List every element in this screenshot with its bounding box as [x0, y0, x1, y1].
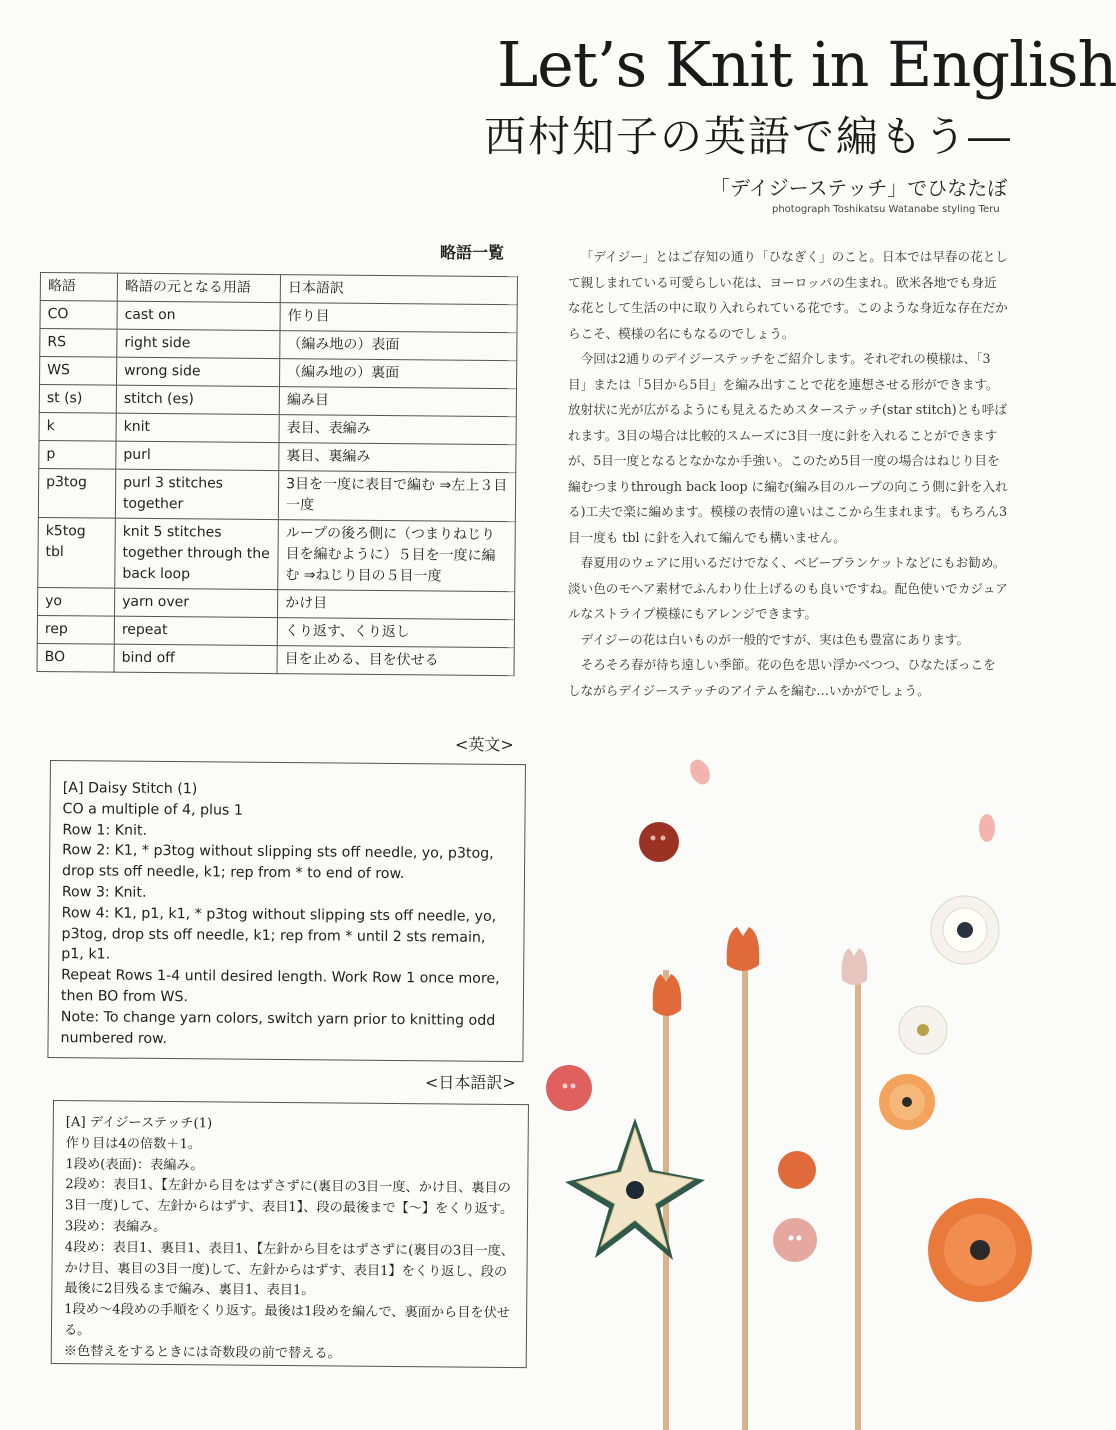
term-cell: repeat: [114, 616, 277, 645]
abbr-cell: p: [39, 440, 116, 469]
table-row: [38, 468, 515, 521]
abbr-cell: yo: [38, 587, 115, 616]
title-english: Let’s Knit in English: [497, 28, 1116, 101]
table-row: [39, 440, 516, 472]
pattern-line: Row 3: Knit.: [61, 884, 147, 901]
subtitle: 「デイジーステッチ」でひなたぼ: [710, 176, 1008, 200]
intro-paragraph: デイジーの花は白いものが一般的ですが、実は色も豊富にあります。: [580, 631, 970, 647]
term-cell: purl: [116, 441, 279, 470]
japanese-cell: かけ目: [277, 590, 514, 620]
tulip-needle-tip: [727, 927, 760, 971]
pattern-line-ja: 3段め：表編み。: [64, 1219, 167, 1235]
japanese-cell: 表目、表編み: [279, 415, 516, 445]
term-cell: right side: [117, 329, 280, 358]
pattern-line-ja: ※色替えをするときには奇数段の前で替える。: [63, 1343, 341, 1362]
pattern-line: Row 2: K1, * p3tog without slipping sts off needle, yo, p3tog, drop sts off needle, k1; rep from * to end of row.: [61, 842, 494, 883]
column-header: 日本語訳: [280, 275, 517, 305]
pattern-line: Row 4: K1, p1, k1, * p3tog without slipping sts off needle, yo, p3tog, drop sts off needle, k1; rep from * until 2 sts remain, p1, k1.: [61, 904, 497, 963]
table-row: [37, 643, 514, 675]
button-icon: [546, 1065, 592, 1111]
knitting-needle: [742, 940, 748, 1430]
orange-flower-icon: [928, 1198, 1032, 1302]
white-flower-icon: [931, 896, 999, 964]
table-row: [38, 517, 516, 591]
japanese-cell: （編み地の）表面: [280, 331, 517, 361]
pattern-line-ja: 1段め〜4段めの手順をくり返す。最後は1段めを編んで、裏面から目を伏せる。: [63, 1302, 511, 1339]
abbr-table-header-row: [40, 273, 517, 305]
term-cell: stitch (es): [116, 385, 279, 414]
japanese-cell: ループの後ろ側に（つまりねじり目を編むように）５目を一度に編む ⇒ねじり目の５目一度: [278, 520, 516, 592]
table-row: [37, 615, 514, 647]
term-cell: knit: [116, 413, 279, 442]
cream-flower-icon: [565, 1118, 705, 1260]
japanese-cell: 3目を一度に表目で編む ⇒左上３目一度: [278, 471, 515, 522]
tulip-needle-tip: [842, 948, 868, 985]
intro-paragraph: 今回は2通りのデイジーステッチをご紹介します。それぞれの模様は、「3目」または「5目から5目」を編み出すことで花を連想させる形ができます。放射状に光が広がるようにも見えるためスターステッチ(star stitch)とも呼ばれます。3目の場合は比較的スムーズに3目一度に針を入れることができますが、5目一度となるとなかなか手強い。このため5目一度の場合はねじり目を編むつまりthrough back loop に編む(編み目のループの向こう側に針を入れる)工夫で楽に編めます。模様の表情の違いはここから生まれます。もちろん3目一度も tbl に針を入れて編んでも構いません。: [568, 351, 1008, 545]
pattern-line: Row 1: Knit.: [62, 821, 148, 839]
abbr-cell: WS: [40, 357, 117, 386]
english-pattern-box: [47, 760, 526, 1062]
table-row: [40, 329, 517, 361]
intro-paragraph: そろそろ春が待ち遠しい季節。花の色を思い浮かべつつ、ひなたぼっこをしながらデイジーステッチのアイテムを編む…いかがでしょう。: [568, 657, 996, 698]
term-cell: bind off: [114, 644, 277, 673]
pattern-line-ja: 4段め：表目1、裏目1、表目1、【左針から目をはずさずに(裏目の3目一度、かけ目、裏目の3目一度)して、左針からはずす、表目1】をくり返し、段の最後に2目残るまで編み、裏目1、表目1。: [64, 1239, 515, 1299]
term-cell: yarn over: [114, 588, 277, 617]
knitting-photo: [535, 740, 993, 1430]
photo-credit: photograph Toshikatsu Watanabe styling Teru: [772, 204, 1000, 215]
column-header: 略語: [40, 273, 117, 302]
bead-icon: [979, 814, 995, 842]
white-flower-icon: [899, 1006, 947, 1054]
button-icon: [639, 822, 679, 862]
pattern-line: Note: To change yarn colors, switch yarn prior to knitting odd numbered row.: [60, 1008, 496, 1047]
orange-flower-icon: [879, 1074, 935, 1130]
abbr-table-heading: 略語一覧: [440, 243, 505, 262]
japanese-cell: くり返す、くり返し: [277, 618, 514, 648]
term-cell: wrong side: [117, 357, 280, 386]
button-icon: [773, 1218, 817, 1262]
pattern-line-ja: 作り目は4の倍数＋1。: [65, 1135, 202, 1153]
abbr-cell: k5tog tbl: [38, 517, 116, 588]
intro-paragraph: 「デイジー」とはご存知の通り「ひなぎく」のこと。日本では早春の花として親しまれている可愛らしい花は、ヨーロッパの生まれ。欧米各地でも身近な花として生活の中に取り入れられている花です。このような身近な存在だからこそ、模様の名にもなるのでしょう。: [568, 249, 1008, 341]
english-section-label: <英文>: [455, 735, 514, 754]
pattern-line-ja: 1段め(表面)：表編み。: [65, 1156, 204, 1173]
abbr-cell: BO: [37, 643, 114, 672]
pattern-line-ja: 2段め：表目1、【左針から目をはずさずに(裏目の3目一度、かけ目、裏目の3目一度)して、左針からはずす、表目1】、段の最後まで【〜】をくり返す。: [65, 1177, 514, 1218]
button-icon: [778, 1151, 816, 1189]
pattern-line: Repeat Rows 1-4 until desired length. Work Row 1 once more, then BO from WS.: [60, 967, 500, 1006]
table-row: [40, 301, 517, 333]
abbr-cell: RS: [40, 329, 117, 358]
table-row: [39, 412, 516, 444]
japanese-section-label: <日本語訳>: [425, 1073, 516, 1092]
pattern-line-ja: [A] デイジーステッチ(1): [65, 1115, 213, 1132]
knitting-needle: [855, 960, 861, 1430]
japanese-cell: （編み地の）裏面: [280, 359, 517, 389]
term-cell: cast on: [117, 301, 280, 330]
abbr-cell: rep: [37, 615, 114, 644]
table-row: [38, 587, 515, 619]
abbr-cell: CO: [40, 301, 117, 330]
pattern-line: [A] Daisy Stitch (1): [62, 780, 198, 798]
japanese-cell: 作り目: [280, 303, 517, 333]
term-cell: purl 3 stitches together: [115, 469, 278, 519]
table-row: [40, 357, 517, 389]
title-japanese: 西村知子の英語で編もう―: [484, 112, 1013, 161]
japanese-cell: 目を止める、目を伏せる: [277, 646, 514, 676]
pattern-line: CO a multiple of 4, plus 1: [62, 800, 243, 819]
abbr-cell: p3tog: [38, 468, 115, 518]
intro-paragraph: 春夏用のウェアに用いるだけでなく、ベビーブランケットなどにもお勧め。淡い色のモヘア素材でふんわり仕上げるのも良いですね。配色使いでカジュアルなストライプ模様にもアレンジできます。: [568, 555, 1008, 621]
bead-icon: [686, 756, 713, 787]
table-row: [39, 385, 516, 417]
term-cell: knit 5 stitches together through the back loop: [115, 518, 279, 589]
abbr-cell: k: [39, 412, 116, 441]
abbr-table: [37, 272, 518, 676]
japanese-cell: 編み目: [279, 387, 516, 417]
column-header: 略語の元となる用語: [117, 273, 280, 302]
abbr-cell: st (s): [39, 385, 116, 414]
intro-text: [568, 244, 1008, 703]
japanese-cell: 裏目、裏編み: [279, 443, 516, 473]
japanese-pattern-box: [51, 1100, 529, 1368]
